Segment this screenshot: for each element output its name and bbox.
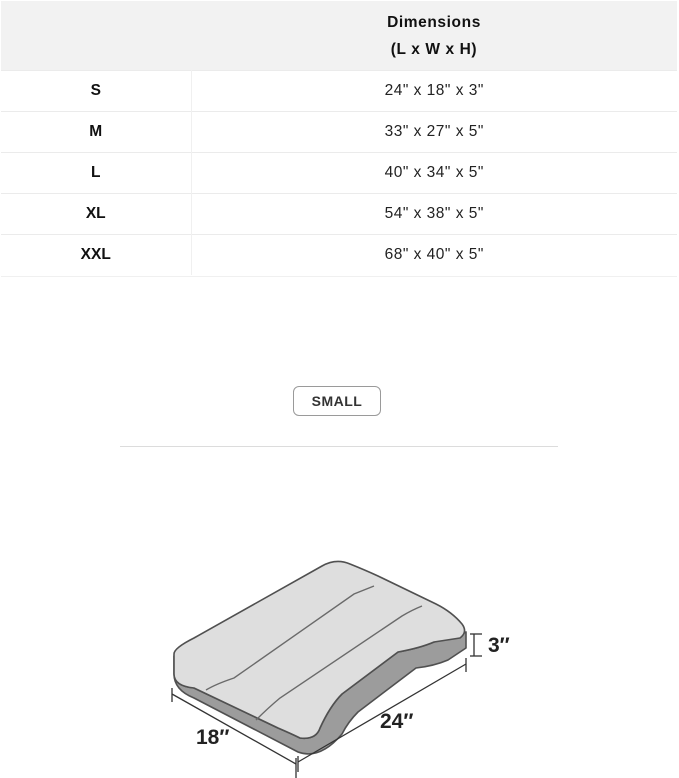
section-divider [120,446,558,447]
width-label: 18″ [196,726,230,749]
dimensions-unit: (L x W x H) [390,40,478,58]
size-column-header [1,1,191,71]
table-row [1,71,677,112]
table-header-row [1,1,677,71]
dimensions-title: Dimensions [387,13,481,31]
dimensions-column-header [191,1,677,71]
height-dimension-marker [470,634,482,656]
size-cell: S [1,71,191,112]
size-cell: M [1,112,191,153]
height-label: 3″ [488,634,510,657]
table-row [1,153,677,194]
size-cell: XXL [1,235,191,276]
length-label: 24″ [380,710,414,733]
table-row [1,194,677,235]
table-row [1,112,677,153]
size-chart-table [1,1,677,275]
table-row [1,235,677,276]
dimensions-cell: 40" x 34" x 5" [191,153,677,194]
dimensions-cell: 54" x 38" x 5" [191,194,677,235]
table-bottom-border [1,276,677,277]
dimensions-cell: 33" x 27" x 5" [191,112,677,153]
dimensions-cell: 24" x 18" x 3" [191,71,677,112]
bed-dimension-diagram [150,548,530,778]
dimensions-cell: 68" x 40" x 5" [191,235,677,276]
size-cell: L [1,153,191,194]
size-cell: XL [1,194,191,235]
size-selector-button[interactable]: SMALL [293,386,381,416]
